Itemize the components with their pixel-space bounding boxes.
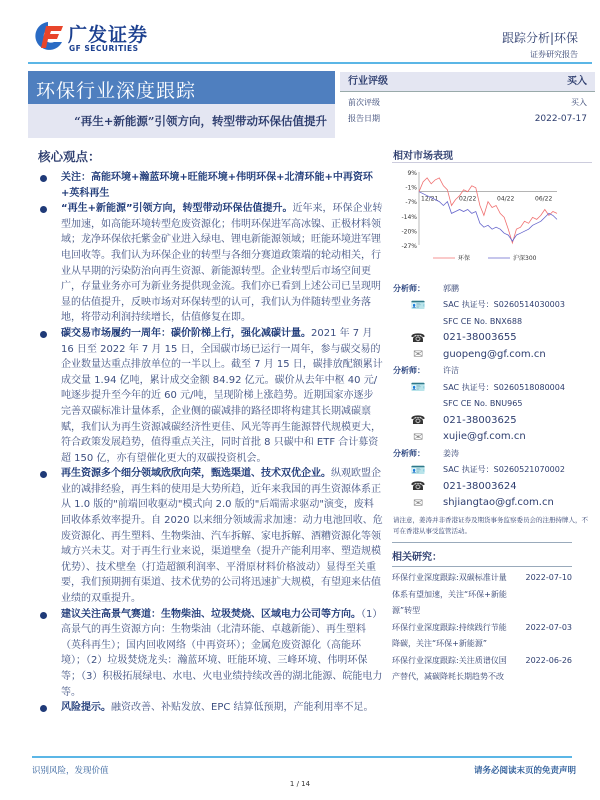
report-type: 跟踪分析|环保	[501, 31, 578, 45]
logo-cn: 广发证券	[68, 24, 149, 46]
core-view-bullet	[38, 170, 383, 201]
legend-label: 沪深300	[513, 255, 537, 262]
rating-row-date	[340, 111, 595, 127]
prev-rating-label: 前次评级	[348, 98, 380, 107]
analyst-phone: 021-38003624	[443, 480, 517, 492]
relative-performance-chart	[393, 165, 593, 265]
legend-label: 环保	[458, 255, 471, 262]
page-title: 环保行业深度跟踪	[28, 71, 335, 104]
email-icon: ✉	[412, 495, 424, 510]
analyst-name: 许洁	[443, 366, 459, 376]
certificate-icon: 🪪	[410, 462, 426, 477]
certificate-icon: 🪪	[410, 297, 426, 312]
page-subtitle: “再生+新能源”引领方向，转型带动环保估值提升	[28, 104, 335, 138]
analyst-card	[393, 363, 593, 446]
bullet-headline: 关注：高能环境+瀚蓝环境+旺能环境+伟明环保+北清环能+中再资环+英科再生	[61, 172, 373, 199]
bullet-text: 近年来，环保企业转型加速，如高能环境转型危废资源化；伟明环保进军高冰镍、正极材料领域；龙净环保依托紫金矿业进入绿电、锂电新能源领域；旺能环境进军锂电回收等。我们认为环保企业的转型与各细分赛道政策端的轮动相关，行业从早期的污染防治向再生资源、新能源转型。企业转型后市场空间更广，存量业务亦可为新业务提供现金流。我们亦已看到上述公司已呈现明显的估值提升，反映市场对环保转型的认可，我们认为伴随转型业务落地，将带动利润持续增长，估值修复在即。	[61, 203, 383, 324]
related-title[interactable]: 环保行业深度跟踪:关注质谱仪国产替代，减碳降耗长期趋势不改	[392, 655, 507, 681]
bullet-headline: 建议关注高景气赛道：生物柴油、垃圾焚烧、区域电力公司等方向。	[61, 608, 361, 620]
analyst-note: 请注意，姜涛并非香港证券及期货事务监察委员会的注册持牌人，不可在香港从事受监管活动。	[393, 516, 588, 535]
bullet-text: 纵观欧盟企业的减排经验，再生料的使用是大势所趋，近年来我国的再生资源体系正从 1.0 版的"前端回收驱动"模式向 2.0 版的"后端需求驱动"演变，废料回收体系效率提升。自 2020 以来细分领域需求加速：动力电池回收、危废资源化、再生塑料、生物柴油、汽车拆解、家电拆解、酒糟资源化等领域方兴未艾。对于再生行业来说，渠道壁垒（提升产能利用率、塑造规模优势）、技术壁垒（打造超额利润率、平滑原材料价格波动）显得至关重要，我们预期拥有渠道、技术优势的公司将迅速扩大规模，有望迎来估值业绩的双重提升。	[61, 468, 383, 605]
date-label: 报告日期	[348, 114, 380, 123]
sac-number: SAC 执证号：S0260521070002	[443, 465, 565, 475]
analyst-label: 分析师：	[393, 283, 425, 293]
report-class: 证券研究报告	[530, 50, 578, 59]
x-tick-label: 02/22	[459, 195, 477, 203]
core-views-list	[38, 170, 383, 716]
chart-title-divider	[392, 162, 592, 163]
bullet-headline: 再生资源多个细分领域欣欣向荣，甄选渠道、技术双优企业。	[61, 468, 331, 480]
y-tick-label: -20%	[401, 228, 417, 236]
phone-icon: ☎	[410, 479, 426, 494]
bullet-text: 融资改善、补贴发放、EPC 结算低预期，产能利用率不足。	[111, 702, 374, 714]
analyst-email[interactable]: guopeng@gf.com.cn	[443, 348, 546, 360]
phone-icon: ☎	[410, 330, 426, 345]
analyst-phone: 021-38003655	[443, 332, 517, 344]
footer-slogan: 识别风险，发现价值	[32, 766, 109, 776]
email-icon: ✉	[412, 429, 424, 444]
logo-mark-icon	[34, 20, 64, 52]
analyst-list	[393, 280, 593, 511]
footer-divider	[32, 756, 572, 758]
analyst-card	[393, 445, 593, 511]
related-report[interactable]	[392, 570, 572, 620]
sac-number: SAC 执证号：S0260514030003	[443, 300, 565, 310]
analyst-label: 分析师：	[393, 448, 425, 458]
core-views-heading: 核心观点：	[38, 149, 101, 164]
rating-row-previous	[340, 95, 595, 111]
core-view-bullet	[38, 607, 383, 701]
sac-number: SAC 执证号：S0260518080004	[443, 382, 565, 392]
gf-securities-logo	[34, 20, 164, 56]
related-report[interactable]	[392, 620, 572, 653]
analyst-name: 姜涛	[443, 448, 459, 458]
core-view-bullet	[38, 326, 383, 466]
bullet-headline: “再生+新能源”引领方向，转型带动环保估值提升。	[61, 203, 293, 215]
x-tick-label: 06/22	[535, 195, 553, 203]
related-date: 2022-07-10	[525, 573, 572, 582]
chart-title: 相对市场表现	[393, 151, 453, 162]
related-research	[392, 548, 572, 686]
rating-table	[340, 72, 595, 127]
header-divider	[28, 62, 592, 64]
date-value: 2022-07-17	[534, 114, 587, 124]
logo-en: GF SECURITIES	[69, 44, 139, 53]
related-report[interactable]	[392, 653, 572, 686]
analyst-email[interactable]: shjiangtao@gf.com.cn	[443, 497, 554, 509]
related-heading: 相关研究：	[392, 548, 572, 567]
core-view-bullet	[38, 201, 383, 326]
y-tick-label: -7%	[405, 199, 417, 207]
bullet-headline: 风险提示。	[61, 702, 111, 714]
rating-row-current	[340, 72, 595, 92]
related-date: 2022-06-26	[525, 655, 572, 665]
x-tick-label: 12/21	[421, 195, 439, 203]
y-tick-label: -27%	[401, 243, 417, 250]
bullet-text: （1）高景气的再生资源方向：生物柴油（北清环能、卓越新能）、再生塑料（英科再生）；国内回收网络（中再资环）；金属危废资源化（高能环境）；（2）垃圾焚烧龙头：瀚蓝环境、旺能环境、三峰环境、伟明环保等；（3）积极拓展绿电、水电、火电业绩持续改善的湖北能源、皖能电力等。	[61, 608, 383, 698]
core-view-bullet	[38, 466, 383, 606]
analyst-phone: 021-38003625	[443, 414, 517, 426]
y-tick-label: -1%	[405, 184, 417, 192]
sfc-number: SFC CE No. BNX688	[443, 316, 523, 326]
related-date: 2022-07-03	[525, 622, 572, 632]
x-tick-label: 04/22	[497, 195, 515, 203]
page-number: 1 / 14	[289, 780, 311, 788]
analyst-name: 郭鹏	[443, 283, 459, 293]
y-tick-label: 9%	[407, 170, 417, 177]
prev-rating-value: 买入	[571, 98, 587, 107]
analyst-label: 分析师：	[393, 366, 425, 376]
rating-value: 买入	[567, 76, 587, 87]
series-line-env	[419, 178, 557, 243]
core-view-bullet	[38, 700, 383, 716]
certificate-icon: 🪪	[410, 380, 426, 395]
analyst-card	[393, 280, 593, 363]
bullet-text: 2021 年 7 月 16 日至 2022 年 7 月 15 日，全国碳市场已运行一周年，参与碳交易的企业数量达重点排放单位的一半以上。截至 7 月 15 日，碳排放配额累计成交量 1.94 亿吨，累计成交金额 84.92 亿元。碳价从去年中枢 40 元/吨逐步提升至今年的近 60 元/吨，呈现阶梯上涨趋势。近期国家亦逐步完善双碳标准计量体系，企业侧的碳减排的路径即将构建其长期减碳禀赋，我们认为再生资源减碳经济性更佳、风光等再生能源替代规模更大，符合政策发展趋势，值得重点关注，同时首批 8 只碳中和 ETF 合计募资超 150 亿，亦有望催化更大的双碳投资机会。	[61, 327, 383, 464]
related-title[interactable]: 环保行业深度跟踪:双碳标准计量体系有望加速，关注“环保+新能源”转型	[392, 573, 507, 615]
email-icon: ✉	[412, 347, 424, 362]
sfc-number: SFC CE No. BNU965	[443, 399, 523, 409]
related-divider-top	[392, 542, 572, 543]
footer-disclaimer-link[interactable]: 请务必阅读末页的免责声明	[473, 766, 576, 776]
related-title[interactable]: 环保行业深度跟踪:持续践行节能降碳，关注“环保+新能源”	[392, 622, 507, 648]
bullet-headline: 碳交易市场履约一周年：碳价阶梯上行，强化减碳计量。	[61, 327, 311, 339]
phone-icon: ☎	[410, 413, 426, 428]
analyst-email[interactable]: xujie@gf.com.cn	[443, 431, 526, 443]
rating-label: 行业评级	[348, 76, 388, 87]
y-tick-label: -14%	[401, 213, 417, 221]
